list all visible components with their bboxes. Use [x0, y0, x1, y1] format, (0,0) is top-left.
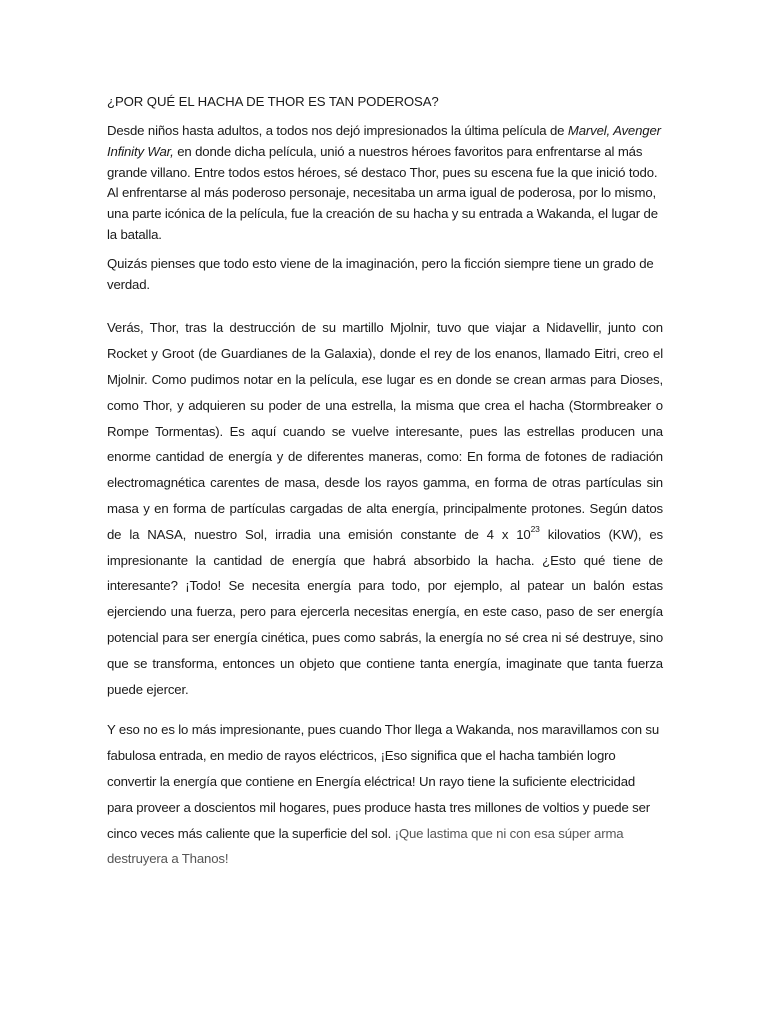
paragraph-intro-text-2: en donde dicha película, unió a nuestros héroes favoritos para enfrentarse al más grande villano. Entre todos estos héroes, sé destaco Thor, pues su escena fue la que inició todo. Al enfrentarse al más poderoso personaje, necesitaba un arma igual de poderosa, por lo mismo, una parte icónica de la película, fue la creación de su hacha y su entrada a Wakanda, el lugar de la batalla. [107, 143, 658, 242]
paragraph-wakanda [107, 717, 663, 872]
document-title: ¿POR QUÉ EL HACHA DE THOR ES TAN PODEROSA? [107, 94, 439, 109]
document-body [107, 92, 663, 872]
movie-title-italic: Marvel, Avenger Infinity War, [107, 123, 661, 159]
paragraph-intro-text-1: Desde niños hasta adultos, a todos nos dejó impresionados la última película de [107, 123, 568, 138]
exponent-superscript: 23 [530, 524, 540, 535]
paragraph-intro [107, 121, 663, 246]
paragraph-fiction: Quizás pienses que todo esto viene de la imaginación, pero la ficción siempre tiene un grado de verdad. [107, 255, 654, 292]
paragraph-energy-text-2: kilovatios (KW), es impresionante la cantidad de energía que habrá absorbido la hacha. ¿Esto qué tiene de interesante? ¡Todo! Se necesita energía para todo, por ejemplo, al patear un balón estas ejerciendo una fuerza, pero para ejercerla necesitas energía, en este caso, paso de ser energía potencial para ser energía cinética, pues como sabrás, la energía no sé crea ni sé destruye, sino que se transforma, entonces un objeto que contiene tanta energía, imaginate que tanta fuerza puede ejercer. [107, 526, 663, 697]
paragraph-energy [107, 315, 663, 702]
paragraph-wakanda-text: Y eso no es lo más impresionante, pues cuando Thor llega a Wakanda, nos maravillamos con su fabulosa entrada, en medio de rayos eléctricos, ¡Eso significa que el hacha también logro convertir la energía que contiene en Energía eléctrica! Un rayo tiene la suficiente electricidad para proveer a doscientos mil hogares, pues produce hasta tres millones de voltios y puede ser cinco veces más caliente que la superficie del sol. [107, 722, 660, 841]
paragraph-energy-text-1: Verás, Thor, tras la destrucción de su martillo Mjolnir, tuvo que viajar a Nidavellir, junto con Rocket y Groot (de Guardianes de la Galaxia), donde el rey de los enanos, llamado Eitri, creo el Mjolnir. Como pudimos notar en la película, ese lugar es en donde se crean armas para Dioses, como Thor, y adquieren su poder de una estrella, la misma que crea el hacha (Stormbreaker o Rompe Tormentas). Es aquí cuando se vuelve interesante, pues las estrellas producen una enorme cantidad de energía y de diferentes maneras, como: En forma de fotones de radiación electromagnética carentes de masa, desde los rayos gamma, en forma de otras partículas sin masa y en forma de partículas cargadas de alta energía, principalmente protones. Según datos de la NASA, nuestro Sol, irradia una emisión constante de 4 x 10 [107, 320, 663, 542]
paragraph-wakanda-closing: ¡Que lastima que ni con esa súper arma destruyera a Thanos! [107, 825, 624, 867]
